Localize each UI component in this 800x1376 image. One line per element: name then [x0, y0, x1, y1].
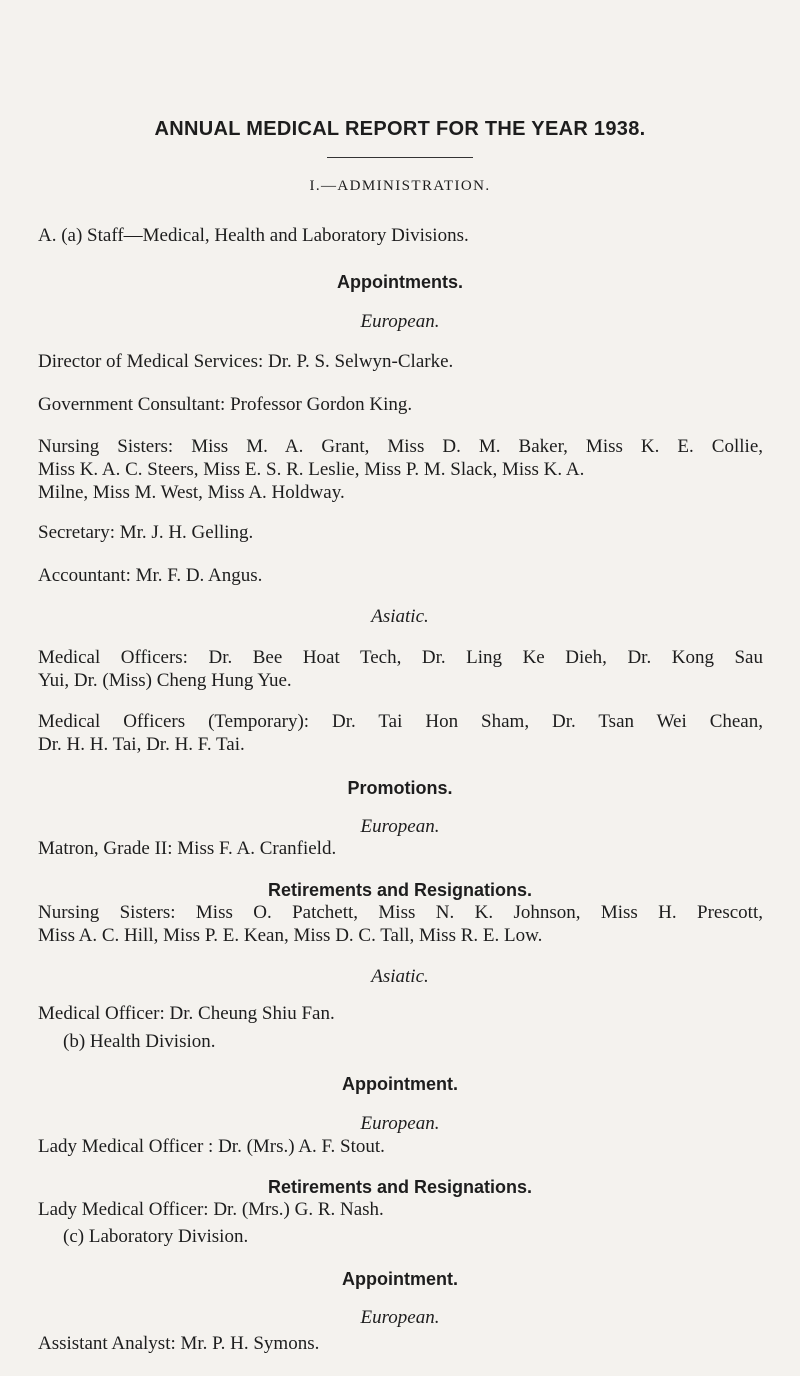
- promotions-heading: Promotions.: [347, 778, 453, 798]
- appointments-heading: Appointments.: [337, 272, 463, 292]
- lady-officer-retired-line: Lady Medical Officer: Dr. (Mrs.) G. R. Nash.: [38, 1199, 384, 1220]
- european-subheading-1: European.: [360, 311, 440, 332]
- section-heading: I.—ADMINISTRATION.: [309, 178, 491, 194]
- laboratory-division-heading: (c) Laboratory Division.: [63, 1226, 249, 1247]
- retired-nursing-line-1: Nursing Sisters: Miss O. Patchett, Miss N. K. Johnson, Miss H. Prescott,: [38, 902, 763, 923]
- title-rule: [327, 157, 473, 158]
- analyst-line: Assistant Analyst: Mr. P. H. Symons.: [38, 1333, 320, 1354]
- nursing-sisters-line-3: Milne, Miss M. West, Miss A. Holdway.: [38, 482, 345, 503]
- accountant-line: Accountant: Mr. F. D. Angus.: [38, 565, 263, 586]
- medical-officers-line-2: Yui, Dr. (Miss) Cheng Hung Yue.: [38, 670, 292, 691]
- retirements-heading-1: Retirements and Resignations.: [267, 880, 533, 900]
- european-subheading-4: European.: [360, 1307, 440, 1328]
- lady-officer-appointed-line: Lady Medical Officer : Dr. (Mrs.) A. F. Stout.: [38, 1136, 385, 1157]
- asiatic-subheading-1: Asiatic.: [371, 606, 429, 627]
- retirements-heading-2: Retirements and Resignations.: [267, 1177, 533, 1197]
- appointment-heading-1: Appointment.: [342, 1074, 458, 1094]
- european-subheading-3: European.: [360, 1113, 440, 1134]
- retired-nursing-line-2: Miss A. C. Hill, Miss P. E. Kean, Miss D. C. Tall, Miss R. E. Low.: [38, 925, 543, 946]
- director-line: Director of Medical Services: Dr. P. S. Selwyn-Clarke.: [38, 351, 454, 372]
- retired-officer-line: Medical Officer: Dr. Cheung Shiu Fan.: [38, 1003, 335, 1024]
- temporary-officers-line-2: Dr. H. H. Tai, Dr. H. F. Tai.: [38, 734, 245, 755]
- secretary-line: Secretary: Mr. J. H. Gelling.: [38, 522, 254, 543]
- matron-line: Matron, Grade II: Miss F. A. Cranfield.: [38, 838, 337, 859]
- nursing-sisters-line-1: Nursing Sisters: Miss M. A. Grant, Miss D. M. Baker, Miss K. E. Collie,: [38, 436, 763, 457]
- nursing-sisters-line-2: Miss K. A. C. Steers, Miss E. S. R. Leslie, Miss P. M. Slack, Miss K. A.: [38, 459, 585, 480]
- consultant-line: Government Consultant: Professor Gordon King.: [38, 394, 413, 415]
- health-division-heading: (b) Health Division.: [63, 1031, 216, 1052]
- staff-heading: A. (a) Staff—Medical, Health and Laboratory Divisions.: [38, 225, 469, 246]
- asiatic-subheading-2: Asiatic.: [371, 966, 429, 987]
- temporary-officers-line-1: Medical Officers (Temporary): Dr. Tai Hon Sham, Dr. Tsan Wei Chean,: [38, 711, 763, 732]
- medical-officers-line-1: Medical Officers: Dr. Bee Hoat Tech, Dr. Ling Ke Dieh, Dr. Kong Sau: [38, 647, 763, 668]
- appointment-heading-2: Appointment.: [342, 1269, 458, 1289]
- european-subheading-2: European.: [360, 816, 440, 837]
- report-title: ANNUAL MEDICAL REPORT FOR THE YEAR 1938.: [154, 118, 646, 140]
